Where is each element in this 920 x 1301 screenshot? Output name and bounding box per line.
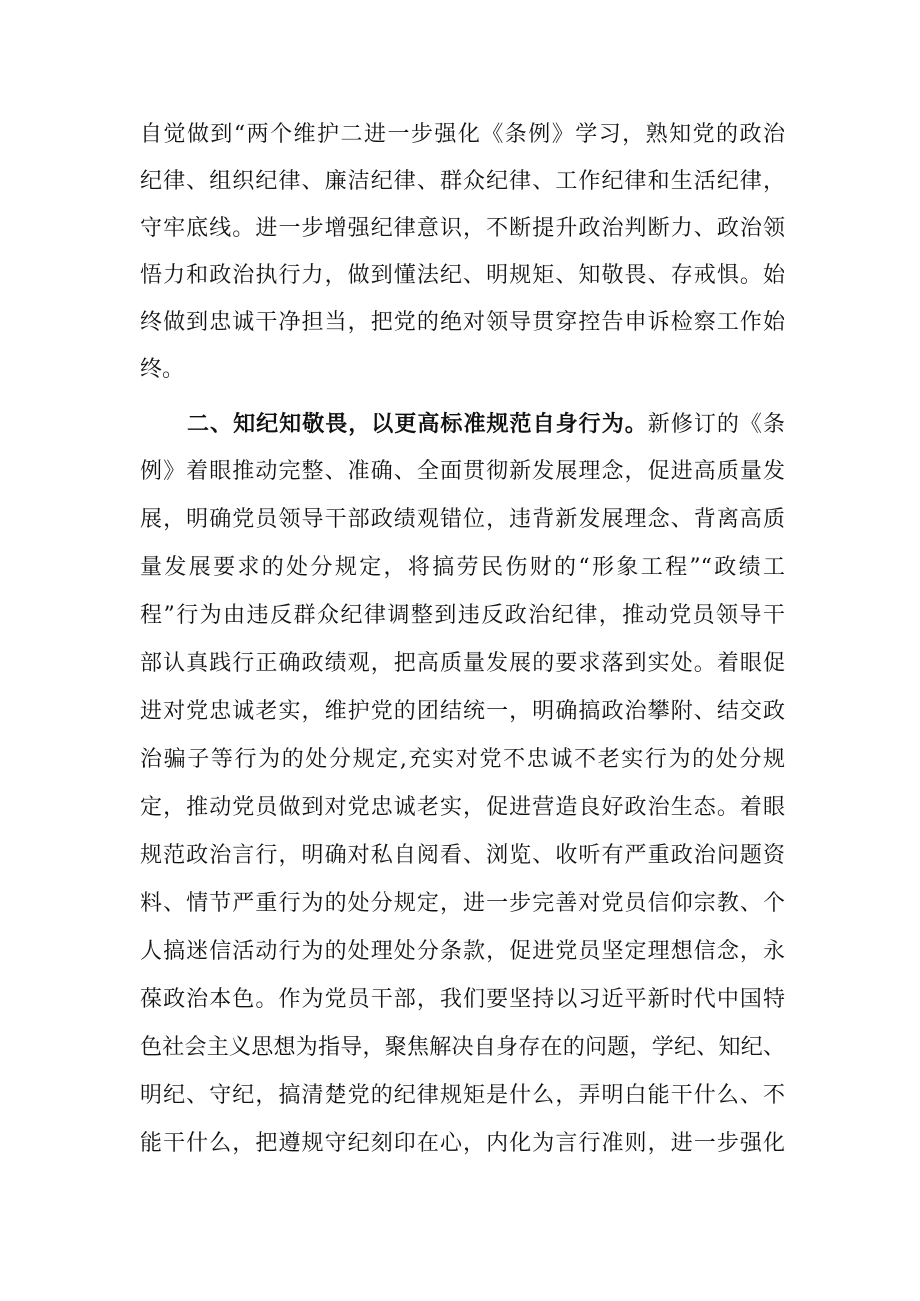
paragraph-2-line-14: 色社会主义思想为指导，聚焦解决自身存在的问题，学纪、知纪、 <box>140 1035 785 1060</box>
paragraph-2-line-16: 能干什么，把遵规守纪刻印在心，内化为言行准则，进一步强化 <box>140 1131 785 1156</box>
paragraph-2-line-3: 展，明确党员领导干部政绩观错位，违背新发展理念、背离高质 <box>140 507 785 532</box>
paragraph-1-line-4: 悟力和政治执行力，做到懂法纪、明规矩、知敬畏、存戒惧。始 <box>140 263 785 288</box>
paragraph-2-line-4: 量发展要求的处分规定，将搞劳民伤财的“形象工程”“政绩工 <box>140 555 785 580</box>
paragraph-2-line-13: 葆政治本色。作为党员干部，我们要坚持以习近平新时代中国特 <box>140 987 785 1012</box>
paragraph-2-line-6: 部认真践行正确政绩观，把高质量发展的要求落到实处。着眼促 <box>140 651 785 676</box>
paragraph-2-line-12: 人搞迷信活动行为的处理处分条款，促进党员坚定理想信念，永 <box>140 939 785 964</box>
paragraph-2-line-8: 治骗子等行为的处分规定,充实对党不忠诚不老实行为的处分规 <box>140 747 785 772</box>
section-heading: 二、知纪知敬畏，以更高标准规范自身行为。 <box>187 411 648 437</box>
paragraph-2-first-line-rest: 新修订的《条 <box>647 412 785 437</box>
paragraph-2-line-7: 进对党忠诚老实，维护党的团结统一，明确搞政治攀附、结交政 <box>140 699 785 724</box>
paragraph-2-first-line <box>187 404 785 444</box>
paragraph-2-line-2: 例》着眼推动完整、准确、全面贯彻新发展理念，促进高质量发 <box>140 459 785 484</box>
paragraph-1-line-5: 终做到忠诚干净担当，把党的绝对领导贯穿控告申诉检察工作始 <box>140 310 785 335</box>
paragraph-1-line-1: 自觉做到“两个维护二进一步强化《条例》学习，熟知党的政治 <box>140 122 785 147</box>
paragraph-2-line-15: 明纪、守纪，搞清楚党的纪律规矩是什么，弄明白能干什么、不 <box>140 1083 785 1108</box>
paragraph-2-line-11: 料、情节严重行为的处分规定，进一步完善对党员信仰宗教、个 <box>140 891 785 916</box>
paragraph-2-line-9: 定，推动党员做到对党忠诚老实，促进营造良好政治生态。着眼 <box>140 795 785 820</box>
paragraph-1-line-6: 终。 <box>140 357 185 382</box>
paragraph-2-line-5: 程”行为由违反群众纪律调整到违反政治纪律，推动党员领导干 <box>140 603 785 628</box>
paragraph-1-line-2: 纪律、组织纪律、廉洁纪律、群众纪律、工作纪律和生活纪律， <box>140 169 785 194</box>
paragraph-1-line-3: 守牢底线。进一步增强纪律意识，不断提升政治判断力、政治领 <box>140 216 785 241</box>
paragraph-2-line-10: 规范政治言行，明确对私自阅看、浏览、收听有严重政治问题资 <box>140 843 785 868</box>
